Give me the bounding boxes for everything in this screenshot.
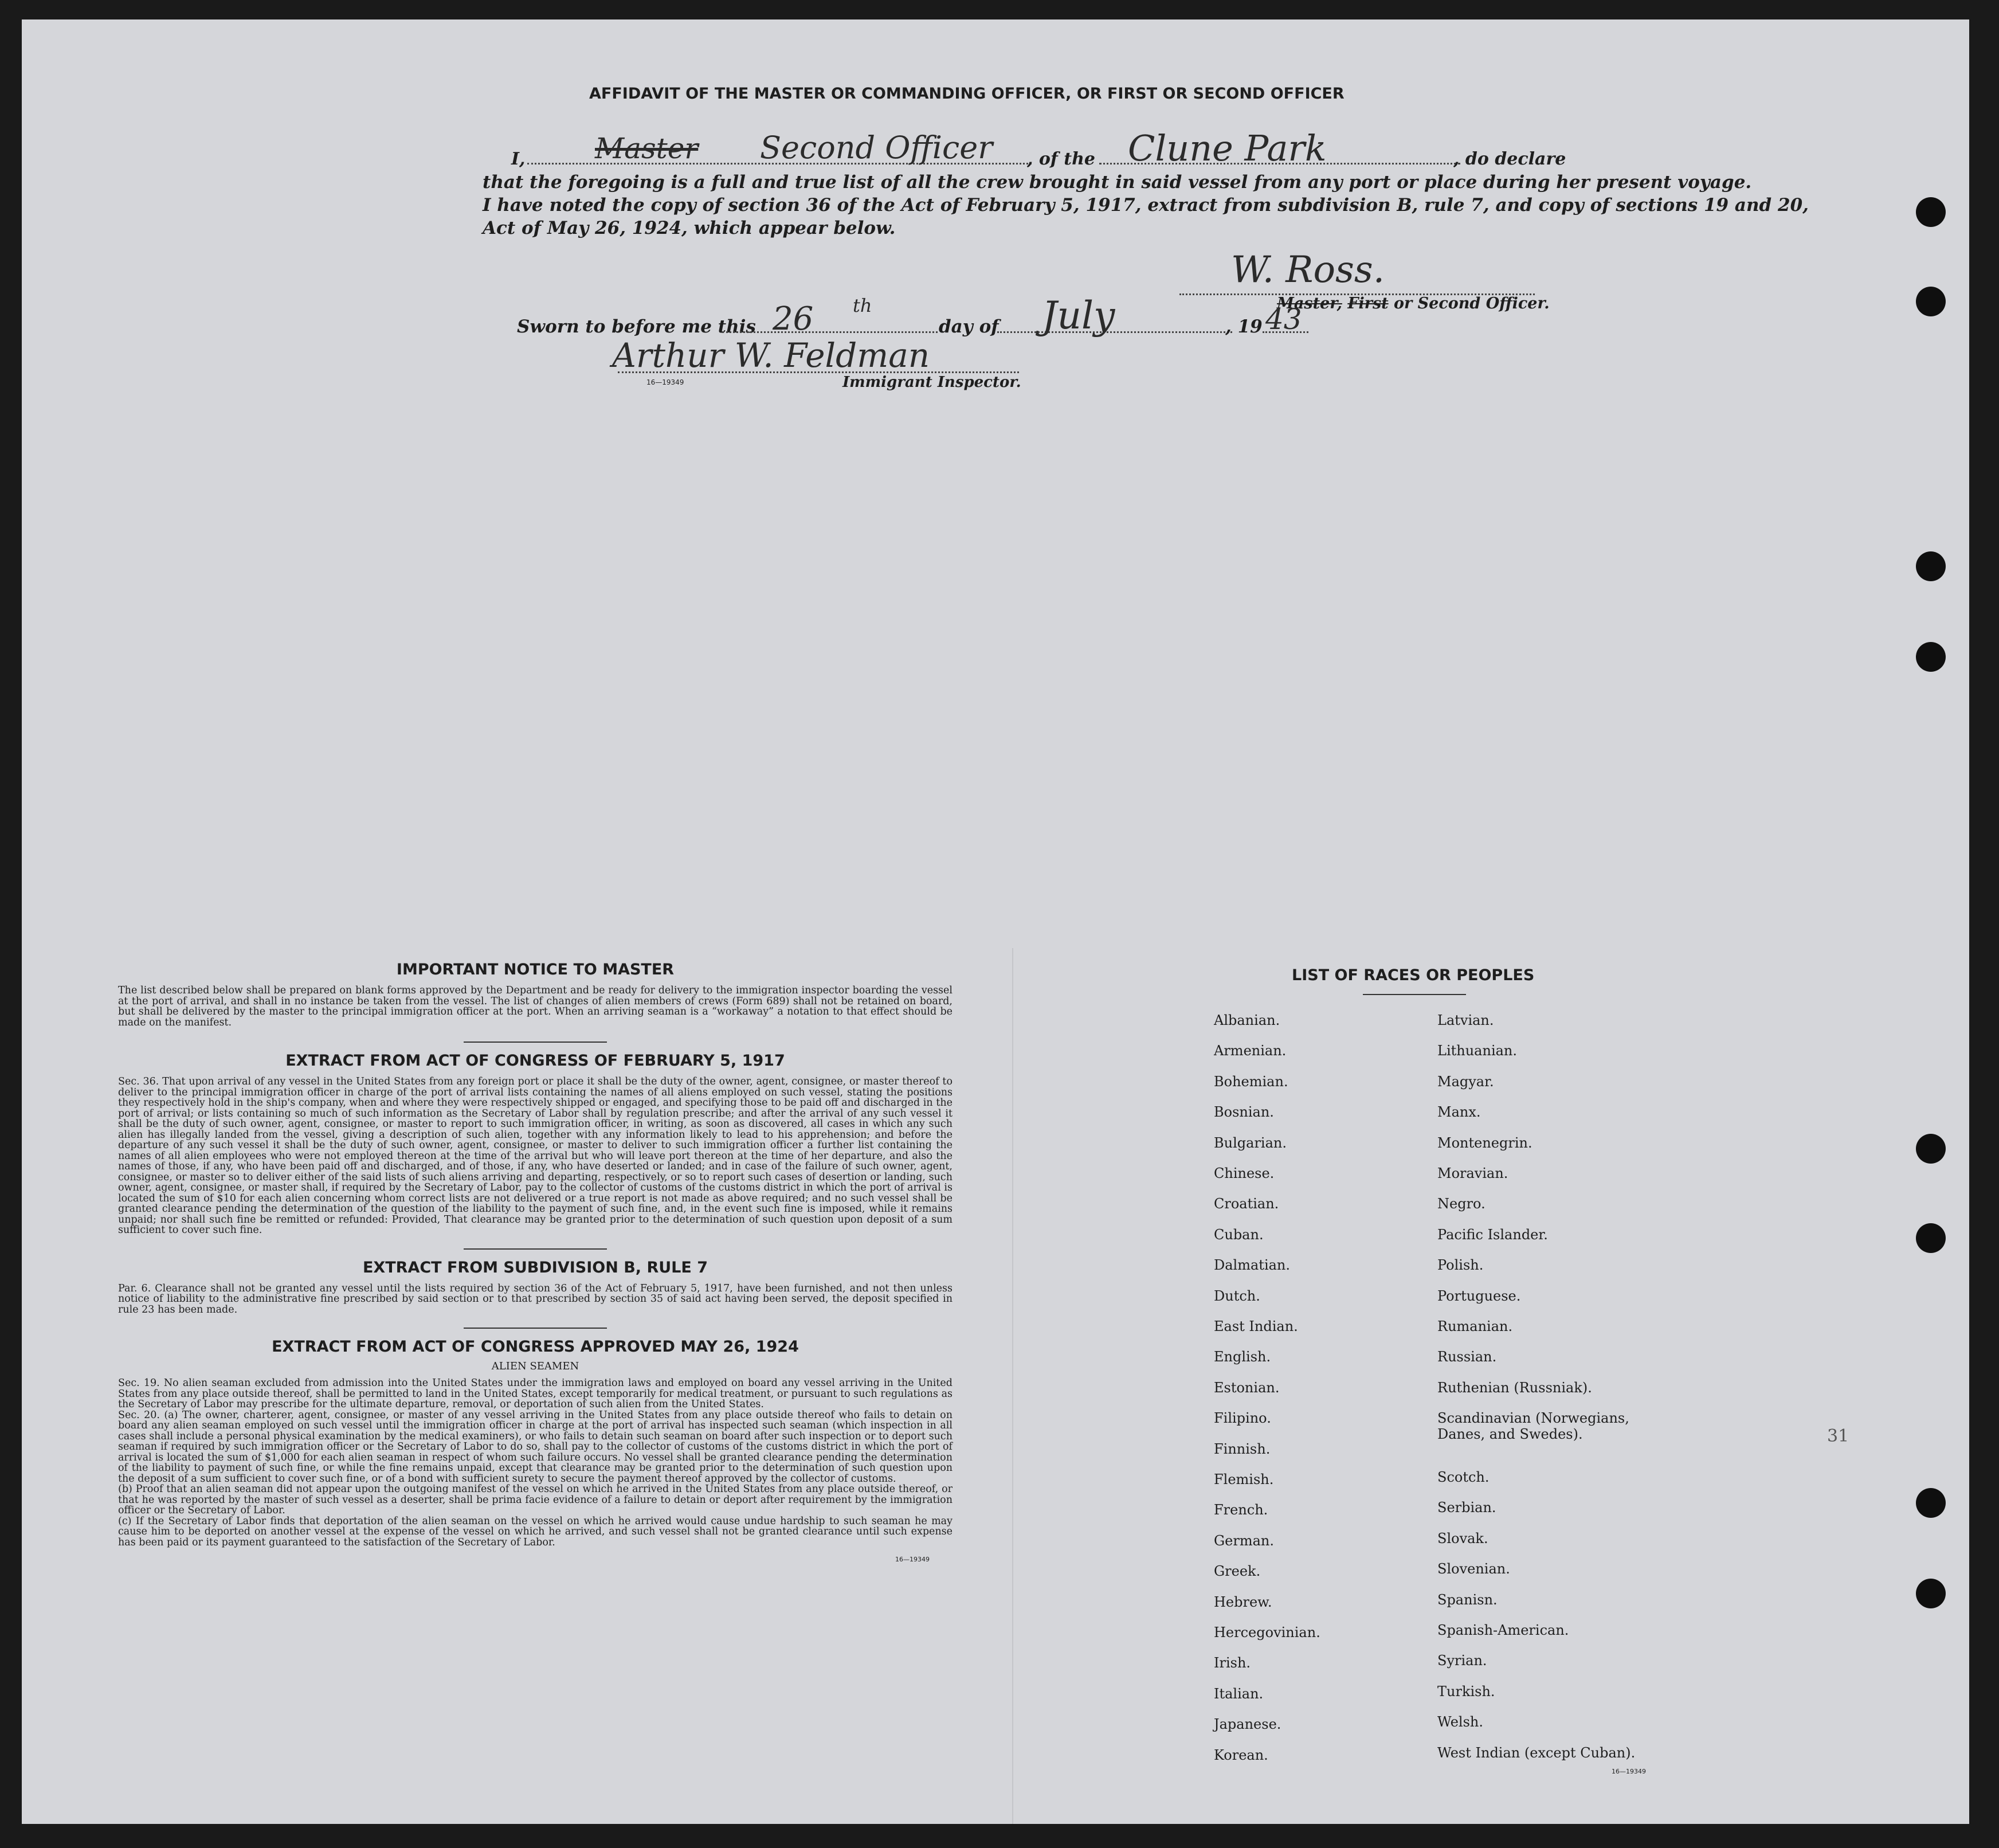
document-page: [22, 19, 1969, 1824]
sec-19-body: Sec. 19. No alien seaman excluded from admission into the United States under the immigration laws and employed on board any vessel arriving in the United States from any place outside thereof, shall be permitted to land in the United States, except temporarily for medical treatment, or pursuant to such regulations as the Secretary of Labor may prescribe for the ultimate departure, removal, or deportation of such alien from the United States.: [118, 1377, 953, 1410]
sworn-month-handwritten: July: [1042, 293, 1115, 338]
affidavit-line-2: that the foregoing is a full and true list of all the crew brought in said vessel from any port or place during her present voyage.: [483, 172, 1752, 193]
sworn-day-suffix: th: [853, 295, 872, 316]
race-item: Bulgarian.: [1214, 1134, 1287, 1151]
race-item: French.: [1214, 1502, 1268, 1518]
race-item: Chinese.: [1214, 1165, 1275, 1181]
race-item: Cuban.: [1214, 1226, 1264, 1243]
divider: [464, 1042, 607, 1043]
affidavit-title: AFFIDAVIT OF THE MASTER OR COMMANDING OFFICER, OR FIRST OR SECOND OFFICER: [589, 85, 1345, 103]
race-item: West Indian (except Cuban).: [1437, 1744, 1636, 1761]
race-item: Slovenian.: [1437, 1561, 1510, 1577]
races-heading: LIST OF RACES OR PEOPLES: [1292, 966, 1535, 984]
officer-signature: W. Ross.: [1231, 249, 1385, 291]
race-item: Dutch.: [1214, 1287, 1260, 1304]
race-item: Welsh.: [1437, 1714, 1483, 1730]
inspector-label: Immigrant Inspector.: [842, 374, 1021, 391]
sec-20b-body: (b) Proof that an alien seaman did not appear upon the outgoing manifest of the vessel on which he arrived in the United States from any place outside thereof, or that he was reported by the master of such vessel as a deserter, shall be prima facie evidence of a failure to detain or deport after requirement by the immigration officer or the Secretary of Labor.: [118, 1483, 953, 1516]
race-item: Moravian.: [1437, 1165, 1508, 1181]
day-of-label: day of: [939, 316, 999, 337]
vessel-name-handwritten: Clune Park: [1128, 127, 1327, 169]
sec-20c-body: (c) If the Secretary of Labor finds that deportation of the alien seaman on the vessel on which he arrived would cause undue hardship to such seaman he may cause him to be deported on another vessel at the expense of the vessel on which he arrived, and such vessel shall not be granted clearance until such expense has been paid or its payment guaranteed to the satisfaction of the Secretary of Labor.: [118, 1515, 953, 1548]
inspector-signature-line: [618, 371, 1019, 373]
act-1917-heading: EXTRACT FROM ACT OF CONGRESS OF FEBRUARY 5, 1917: [285, 1052, 785, 1070]
signature-caption: [1277, 295, 1550, 312]
race-item: Hebrew.: [1214, 1593, 1272, 1610]
races-form-number: 16—19349: [1612, 1768, 1646, 1775]
race-item: Finnish.: [1214, 1440, 1271, 1457]
race-item: Estonian.: [1214, 1379, 1280, 1396]
alien-seamen-subheading: ALIEN SEAMEN: [491, 1360, 579, 1372]
sworn-label: Sworn to before me this: [517, 316, 756, 337]
sworn-day-handwritten: 26: [773, 300, 814, 338]
race-item: Portuguese.: [1437, 1287, 1521, 1304]
race-item: Turkish.: [1437, 1683, 1495, 1700]
race-item: Polish.: [1437, 1257, 1484, 1274]
race-item: Russian.: [1437, 1349, 1497, 1365]
rule-7-body: Par. 6. Clearance shall not be granted any vessel until the lists required by section 36 of the Act of February 5, 1917, have been furnished, and not then unless notice of liability to the administrative fine prescribed by said section or to that prescribed by section 35 of said act having been served, the deposit specified in rule 23 has been made.: [118, 1282, 953, 1315]
race-item: Japanese.: [1214, 1716, 1281, 1733]
race-item: German.: [1214, 1532, 1274, 1549]
divider: [464, 1248, 607, 1250]
race-item: Hercegovinian.: [1214, 1624, 1320, 1641]
race-item: Italian.: [1214, 1685, 1264, 1702]
race-item: Flemish.: [1214, 1471, 1274, 1487]
punch-hole: [1916, 1488, 1946, 1518]
struck-master-title: Master: [595, 132, 699, 165]
notice-heading: IMPORTANT NOTICE TO MASTER: [396, 961, 675, 978]
margin-mark: 31: [1827, 1426, 1849, 1446]
punch-hole: [1916, 551, 1946, 581]
race-item: Greek.: [1214, 1563, 1261, 1580]
race-item: Croatian.: [1214, 1196, 1279, 1212]
notice-section: [118, 961, 953, 1563]
second-officer-word: or Second Officer.: [1394, 295, 1550, 312]
punch-hole: [1916, 1223, 1946, 1253]
race-item: Albanian.: [1214, 1012, 1280, 1028]
race-item: Manx.: [1437, 1104, 1481, 1121]
act-1924-heading: EXTRACT FROM ACT OF CONGRESS APPROVED MAY 26, 1924: [272, 1338, 799, 1356]
race-item: Syrian.: [1437, 1653, 1487, 1669]
race-item: Filipino.: [1214, 1410, 1271, 1427]
struck-master-word: Master,: [1277, 295, 1342, 312]
divider: [464, 1328, 607, 1329]
race-item: Bohemian.: [1214, 1073, 1288, 1090]
notice-body: The list described below shall be prepared on blank forms approved by the Department and be ready for delivery to the immigration inspector boarding the vessel at the port of arrival, and shall in no instance be taken from the vessel. The list of changes of alien members of crews (Form 689) shall not be retained on board, but shall be delivered by the master to the principal immigration officer at the port. When an arriving seaman is a “workaway” a notation to that effect should be made on the manifest.: [118, 985, 953, 1028]
affidavit-line-4: Act of May 26, 1924, which appear below.: [483, 218, 896, 238]
punch-hole: [1916, 197, 1946, 227]
race-item: Scandinavian (Norwegians, Danes, and Swedes).: [1437, 1410, 1629, 1443]
punch-hole: [1916, 1579, 1946, 1608]
sec-20a-body: Sec. 20. (a) The owner, charterer, agent, consignee, or master of any vessel arriving in the United States from any place outside thereof who fails to detain on board any alien seaman employed on such vessel until the immigration officer in charge at the port of arrival has inspected such seaman (which inspection in all cases shall include a personal physical examination by the medical examiners), or who fails to detain such seaman on board after such inspection or to deport such seaman if required by such immigration officer or the Secretary of Labor to do so, shall pay to the collector of customs of the customs district in which the port of arrival is located the sum of $1,000 for each alien seaman in respect of whom such failure occurs. No vessel shall be granted clearance pending the determination of the liability to payment of such fine, or while the fine remains unpaid, except that clearance may be granted prior to the determination of such question upon the deposit of a sum sufficient to cover such fine, or of a bond with sufficient surety to secure the payment thereof approved by the collector of customs.: [118, 1409, 953, 1485]
sworn-day-line: [722, 331, 938, 333]
inspector-signature: Arthur W. Feldman: [612, 336, 930, 375]
race-item: Latvian.: [1437, 1012, 1494, 1028]
race-item: Pacific Islander.: [1437, 1226, 1548, 1243]
race-item: Lithuanian.: [1437, 1043, 1518, 1059]
affidavit-form-number: 16—19349: [646, 378, 684, 386]
race-item: Dalmatian.: [1214, 1257, 1291, 1274]
race-item: Montenegrin.: [1437, 1134, 1532, 1151]
race-item: Slovak.: [1437, 1530, 1488, 1546]
year-prefix: , 19: [1225, 316, 1263, 337]
page-fold: [1012, 948, 1013, 1824]
race-item: Negro.: [1437, 1196, 1485, 1212]
of-the-label: , of the: [1027, 149, 1096, 169]
race-item: English.: [1214, 1349, 1271, 1365]
race-item: Rumanian.: [1437, 1318, 1513, 1334]
race-item: Spanisn.: [1437, 1591, 1498, 1608]
notice-form-number: 16—19349: [895, 1556, 930, 1563]
race-item: Ruthenian (Russniak).: [1437, 1379, 1592, 1396]
race-item: Serbian.: [1437, 1499, 1496, 1516]
race-item: East Indian.: [1214, 1318, 1298, 1334]
race-item: Armenian.: [1214, 1043, 1287, 1059]
officer-title-handwritten: Second Officer: [760, 130, 993, 166]
race-item: Korean.: [1214, 1747, 1268, 1763]
i-label: I,: [511, 149, 526, 169]
punch-hole: [1916, 287, 1946, 316]
races-heading-rule: [1363, 994, 1466, 995]
act-1917-body: Sec. 36. That upon arrival of any vessel in the United States from any foreign port or place it shall be the duty of the owner, agent, consignee, or master thereof to deliver to the principal immigration officer in charge of the port of arrival lists containing the names of all aliens employed on such vessel, stating the positions they respectively hold in the ship's company, when and where they were respectively shipped or engaged, and specifying those to be paid off and discharged in the port of arrival; or lists containing so much of such information as the Secretary of Labor shall by regulation prescribe; and after the arrival of any such vessel it shall be the duty of such owner, agent, consignee, or master to report to such immigration officer, in writing, as soon as discovered, all cases in which any such alien has illegally landed from the vessel, giving a description of such alien, together with any information likely to lead to his apprehension; and before the departure of any such vessel it shall be the duty of such owner, agent, consignee, or master to deliver to such immigration officer a further list containing the names of all alien employees who were not employed thereon at the time of the arrival but who will leave port thereon at the time of her departure, and also the names of those, if any, who have been paid off and discharged, and of those, if any, who have deserted or landed; and in case of the failure of such owner, agent, consignee, or master so to deliver either of the said lists of such aliens arriving and departing, respectively, or so to report such cases of desertion or landing, such owner, agent, consignee, or master shall, if required by the Secretary of Labor, pay to the collector of customs of the customs district in which the port of arrival is located the sum of $10 for each alien concerning whom correct lists are not delivered or a true report is not made as above required; and no such vessel shall be granted clearance pending the determination of the question of the liability to the payment of such fine, and, in the event such fine is imposed, while it remains unpaid; nor shall such fine be remitted or refunded: Provided, That clearance may be granted prior to the determination of such question upon deposit of a sum sufficient to cover such fine.: [118, 1076, 953, 1236]
race-item: Magyar.: [1437, 1073, 1494, 1090]
punch-hole: [1916, 1134, 1946, 1164]
race-item: Bosnian.: [1214, 1104, 1274, 1121]
rule-7-heading: EXTRACT FROM SUBDIVISION B, RULE 7: [362, 1258, 708, 1277]
race-item: Spanish-American.: [1437, 1622, 1569, 1638]
year-handwritten: 43: [1265, 303, 1302, 336]
struck-first-word: First: [1347, 295, 1389, 312]
race-item: Irish.: [1214, 1655, 1251, 1671]
do-declare-label: , do declare: [1453, 149, 1566, 169]
race-item: Scotch.: [1437, 1469, 1490, 1485]
affidavit-line-3: I have noted the copy of section 36 of the Act of February 5, 1917, extract from subdivision B, rule 7, and copy of sections 19 and 20,: [483, 195, 1809, 216]
punch-hole: [1916, 642, 1946, 672]
